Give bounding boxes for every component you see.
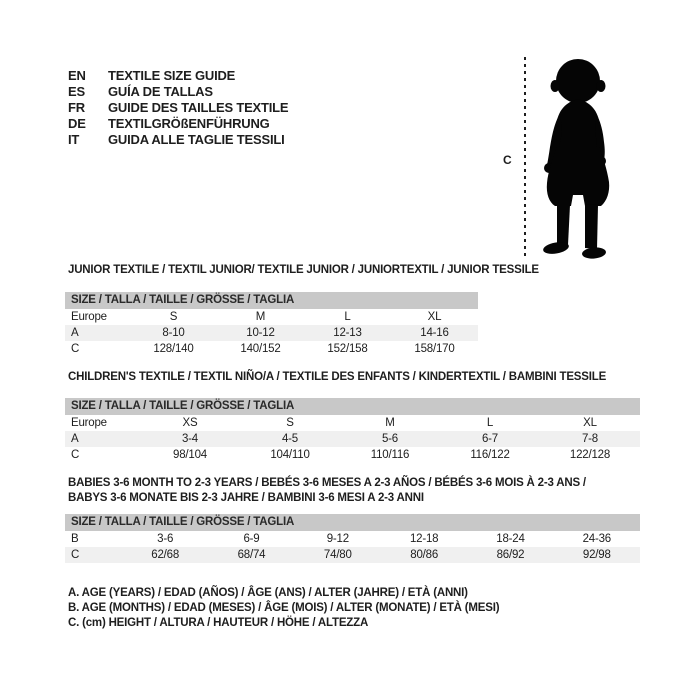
size-cell: XL	[583, 417, 597, 429]
age-cell: 8-10	[162, 327, 185, 339]
age-cell: 3-4	[181, 433, 199, 445]
height-cell: 80/86	[410, 549, 439, 561]
size-cell: S	[286, 417, 294, 429]
section-heading-babies-line1: BABIES 3-6 MONTH TO 2-3 YEARS / BEBÉS 3-6 MESES A 2-3 AÑOS / BÉBÉS 3-6 MOIS À 2-3 ANS /	[68, 477, 586, 489]
size-cell: L	[344, 311, 351, 323]
height-cell: 86/92	[496, 549, 525, 561]
table-row-europe	[65, 415, 640, 431]
language-code: DE	[68, 116, 86, 131]
row-label: B	[71, 533, 79, 545]
age-cell: 9-12	[326, 533, 349, 545]
guide-title: TEXTILGRÖßENFÜHRUNG	[108, 116, 270, 131]
language-row	[68, 132, 288, 148]
row-label: Europe	[71, 417, 107, 429]
language-code: EN	[68, 68, 86, 83]
height-measure-dashed-line	[524, 57, 526, 259]
size-cell: S	[169, 311, 178, 323]
legend-footnotes	[68, 586, 499, 631]
footnote-age-months: B. AGE (MONTHS) / EDAD (MESES) / ÂGE (MOIS) / ALTER (MONATE) / ETÀ (MESI)	[68, 602, 500, 614]
guide-title: GUIDA ALLE TAGLIE TESSILI	[108, 132, 285, 147]
row-label: A	[71, 327, 79, 339]
height-cell: 92/98	[582, 549, 611, 561]
children-size-table	[65, 398, 640, 463]
language-row	[68, 100, 288, 116]
table-row-height	[65, 547, 640, 563]
footnote-age-years: A. AGE (YEARS) / EDAD (AÑOS) / ÂGE (ANS) / ALTER (JAHRE) / ETÀ (ANNI)	[68, 587, 468, 599]
table-row-age	[65, 431, 640, 447]
table-row-europe	[65, 309, 478, 325]
age-cell: 12-18	[409, 533, 439, 545]
age-cell: 6-7	[481, 433, 499, 445]
language-code: FR	[68, 100, 85, 115]
table-row-height	[65, 447, 640, 463]
age-cell: 6-9	[243, 533, 260, 545]
language-row	[68, 84, 288, 100]
size-cell: XL	[427, 311, 442, 323]
section-heading-babies	[68, 476, 586, 506]
row-label: C	[71, 449, 80, 461]
table-row-age	[65, 325, 478, 341]
row-label: C	[71, 549, 80, 561]
babies-size-table	[65, 514, 640, 563]
height-cell: 152/158	[327, 343, 368, 355]
language-row	[68, 68, 288, 84]
table-row-height	[65, 341, 478, 357]
height-cell: 74/80	[323, 549, 352, 561]
height-cell: 104/110	[270, 449, 310, 461]
height-cell: 122/128	[569, 449, 611, 461]
height-cell: 62/68	[151, 549, 180, 561]
age-cell: 12-13	[333, 327, 362, 339]
age-cell: 24-36	[582, 533, 612, 545]
row-label: A	[71, 433, 79, 445]
language-row	[68, 116, 288, 132]
size-cell: L	[486, 417, 494, 429]
section-heading-children: CHILDREN'S TEXTILE / TEXTIL NIÑO/A / TEXTILE DES ENFANTS / KINDERTEXTIL / BAMBINI TESSILE	[68, 371, 607, 383]
height-cell: 110/116	[370, 449, 410, 461]
age-cell: 4-5	[281, 433, 299, 445]
language-code: IT	[68, 132, 80, 147]
junior-size-table	[65, 292, 478, 357]
footnote-height: C. (cm) HEIGHT / ALTURA / HAUTEUR / HÖHE / ALTEZZA	[68, 617, 369, 629]
row-label: C	[71, 343, 80, 355]
height-marker-label: C	[503, 153, 512, 167]
age-cell: 5-6	[381, 433, 399, 445]
age-cell: 7-8	[581, 433, 599, 445]
section-heading-junior: JUNIOR TEXTILE / TEXTIL JUNIOR/ TEXTILE JUNIOR / JUNIORTEXTIL / JUNIOR TESSILE	[68, 264, 539, 276]
age-cell: 14-16	[420, 327, 449, 339]
height-cell: 158/170	[414, 343, 455, 355]
section-heading-babies-line2: BABYS 3-6 MONATE BIS 2-3 JAHRE / BAMBINI 3-6 MESI A 2-3 ANNI	[68, 492, 424, 504]
size-table-header: SIZE / TALLA / TAILLE / GRÖSSE / TAGLIA	[65, 514, 640, 531]
size-table-header: SIZE / TALLA / TAILLE / GRÖSSE / TAGLIA	[65, 292, 478, 309]
size-cell: M	[385, 417, 395, 429]
guide-title: GUÍA DE TALLAS	[108, 84, 213, 99]
guide-title: GUIDE DES TAILLES TEXTILE	[108, 100, 289, 115]
height-cell: 128/140	[153, 343, 194, 355]
height-cell: 68/74	[237, 549, 266, 561]
guide-title: TEXTILE SIZE GUIDE	[108, 68, 236, 83]
height-cell: 140/152	[240, 343, 281, 355]
language-code: ES	[68, 84, 85, 99]
size-cell: XS	[182, 417, 198, 429]
size-cell: M	[255, 311, 266, 323]
table-row-age-months	[65, 531, 640, 547]
age-cell: 10-12	[246, 327, 275, 339]
height-cell: 98/104	[173, 449, 207, 461]
language-title-list	[68, 68, 288, 148]
age-cell: 3-6	[157, 533, 174, 545]
row-label: Europe	[71, 311, 107, 323]
height-cell: 116/122	[470, 449, 510, 461]
size-table-header: SIZE / TALLA / TAILLE / GRÖSSE / TAGLIA	[65, 398, 640, 415]
age-cell: 18-24	[496, 533, 525, 545]
baby-silhouette	[532, 55, 624, 261]
